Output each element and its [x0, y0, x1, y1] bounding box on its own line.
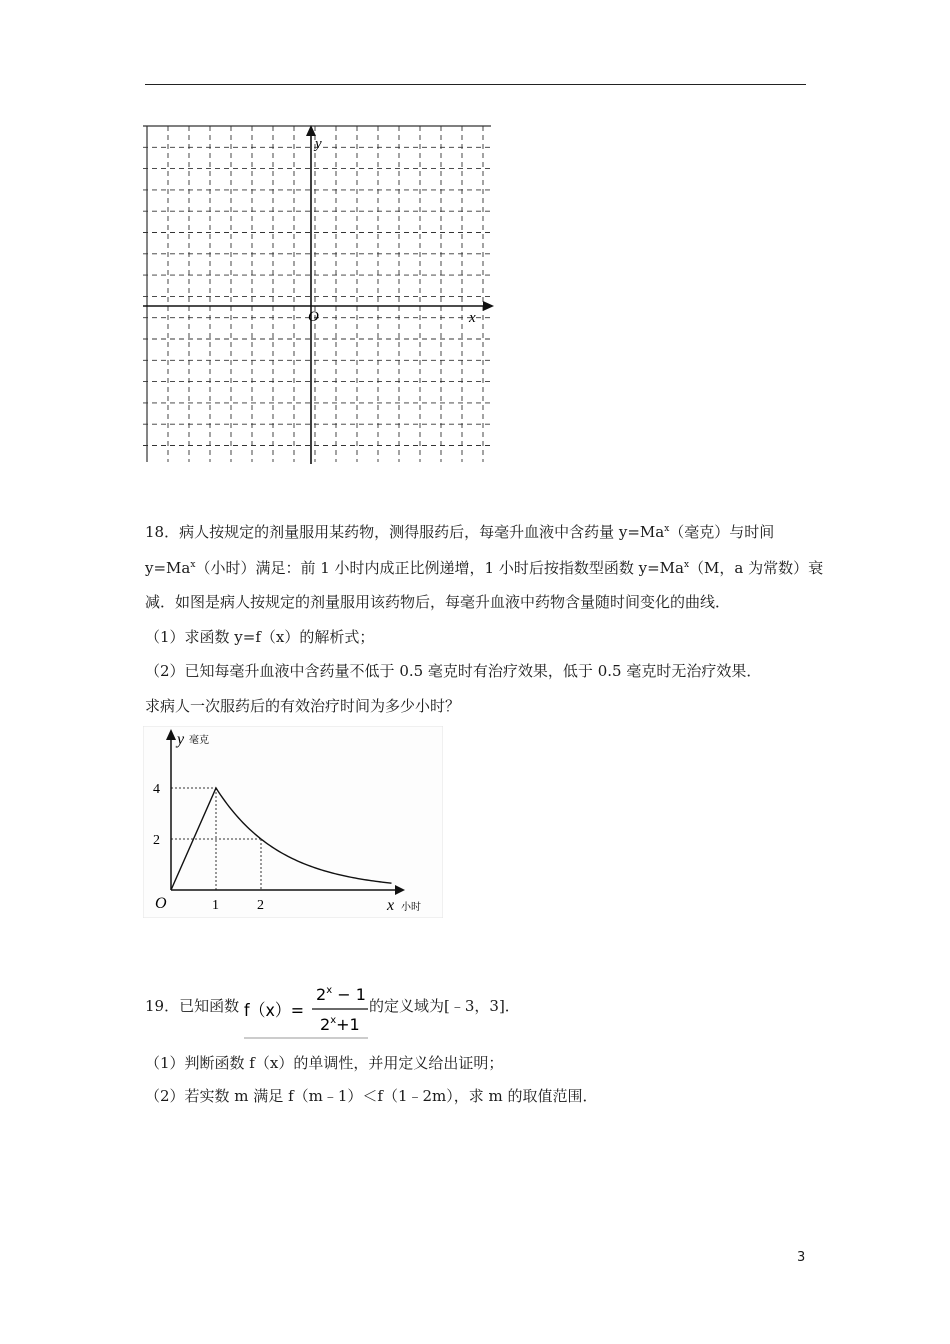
grid-lines: [143, 126, 491, 462]
drug-y-axis-label: y: [177, 731, 185, 748]
x-tick-1: 1: [212, 898, 219, 913]
x-axis-arrow-icon: [483, 301, 494, 311]
drug-origin-label: O: [155, 895, 167, 912]
grid-x-label: x: [469, 310, 476, 326]
q19-suffix: 的定义域为[﹣3，3]．: [369, 997, 520, 1015]
drug-concentration-chart: [143, 726, 443, 918]
y-tick-2: 2: [153, 833, 160, 848]
header-rule: [145, 84, 806, 85]
y-tick-4: 4: [153, 782, 160, 797]
coordinate-grid-figure: [143, 124, 495, 464]
y-axis-arrow-icon: [306, 125, 316, 136]
q19-part2: （2）若实数 m 满足 f（m﹣1）＜f（1﹣2m），求 m 的取值范围．: [145, 1087, 598, 1105]
drug-x-unit: 小时: [401, 902, 421, 913]
q18-part2-cont: 求病人一次服药后的有效治疗时间为多少小时？: [145, 697, 461, 715]
formula-denominator: $2^x+1$: [320, 1015, 360, 1034]
q19-function-formula: [244, 982, 368, 1040]
page-number: 3: [797, 1250, 806, 1265]
drug-x-axis-label: x: [387, 897, 395, 914]
q18-line1: 18．病人按规定的剂量服用某药物，测得服药后，每毫升血液中含药量 $y=Ma^x$（毫克）与时间: [145, 523, 775, 541]
q18-part1: （1）求函数 y=f（x）的解析式；: [145, 628, 375, 646]
grid-origin-label: O: [308, 309, 319, 325]
q18-line3: 减．如图是病人按规定的剂量服用该药物后，每毫升血液中药物含量随时间变化的曲线．: [145, 593, 731, 611]
formula-fx: f（x）=: [244, 1001, 304, 1021]
x-tick-2: 2: [257, 898, 264, 913]
grid-y-label: y: [315, 136, 322, 152]
q19-part1: （1）判断函数 f（x）的单调性，并用定义给出证明；: [145, 1054, 504, 1072]
q18-part2: （2）已知每毫升血液中含药量不低于 0.5 毫克时有治疗效果，低于 0.5 毫克时无治疗效果．: [145, 662, 762, 680]
drug-y-unit: 毫克: [189, 735, 209, 746]
formula-numerator: $2^x - 1$: [316, 985, 366, 1004]
q19-prefix: 19．已知函数: [145, 997, 240, 1015]
q18-line2: $y=Ma^x$（小时）满足：前 1 小时内成正比例递增，1 小时后按指数型函数 $y=Ma^x(M$，a 为常数）衰: [145, 559, 824, 577]
